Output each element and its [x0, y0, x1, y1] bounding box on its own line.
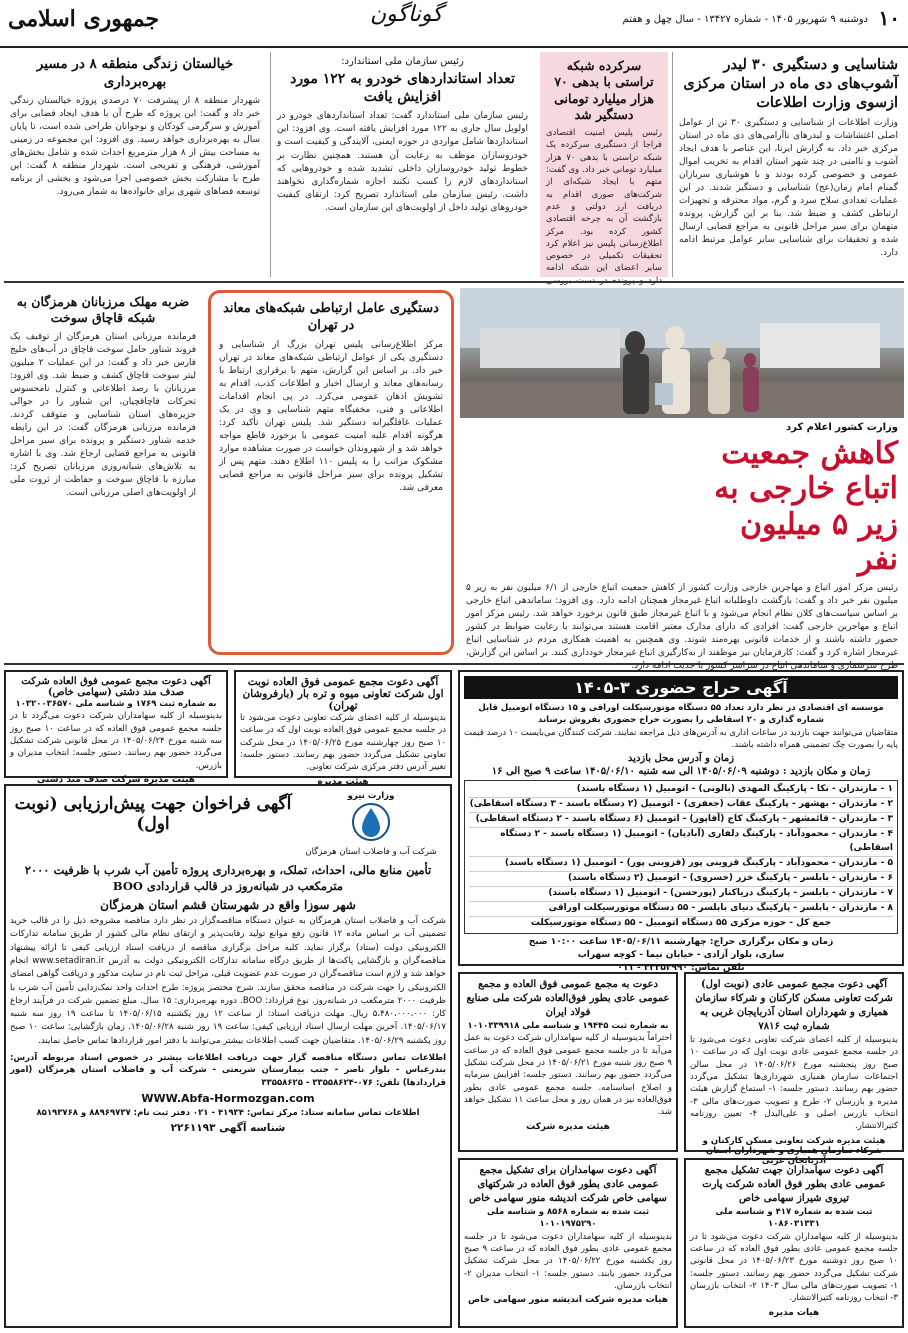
ad-fruit-coop — [234, 670, 452, 787]
article-title: دستگیری عامل ارتباطی شبکه‌های معاند در تهران — [223, 301, 439, 333]
article-title: تعداد استانداردهای خودرو به ۱۲۲ مورد افزایش یافت — [290, 71, 515, 106]
ad-auction-time: زمان و مکان برگزاری حراج: چهارشنبه ۱۴۰۵/۰۶/۱۱ ساعت ۱۰:۰۰ صبح — [528, 936, 834, 947]
article-title: شناسایی و دستگیری ۳۰ لیدر آشوب‌های دی ماه در استان مرکزی ازسوی وزارت اطلاعات — [683, 56, 898, 111]
ad-title: آگهی دعوت سهامداران برای تشکیل مجمع عمومی عادی بطور فوق العاده در شرکتهای سهامی خاص شرکت اندیشه منور سهامی خاص — [469, 1165, 667, 1204]
article-car-standards — [270, 52, 534, 277]
article-trust-network — [540, 52, 668, 286]
ad-signature: هیئت مدیره شرکت — [526, 1121, 610, 1132]
ad-registration: ثبت شده به شماره ۴۱۷ و شناسه ملی ۱۰۸۶۰۳۱۳۳۱ — [715, 1207, 873, 1230]
ad-body: بدینوسیله از کلیه اعضای شرکت تعاونی دعوت می‌شود تا در جلسه مجمع عمومی فوق العاده نوبت اول که در ساعت ۱۰ صبح روز چهارشنبه مورخ ۱۴۰۵/۰۶/۲۵ در محل شرکت تعاونی تشکیل می‌گردد حضور بهم رسانند. دستور جلسه: تغییر آدرس دفتر مرکزی شرکت تعاونی. — [240, 713, 446, 773]
article-title: کاهش جمعیت اتباع خارجی به زیر ۵ میلیون نفر — [714, 436, 898, 578]
article-body: رئیس پلیس امنیت اقتصادی فراجا از دستگیری سرکرده یک شبکه تراستی با بدهی ۷۰ هزار میلیارد تومانی خبر داد. وی گفت: متهم با ایجاد شبکه‌ای از شرکت‌های صوری اقدام به دریافت ارز دولتی و عدم بازگشت آن به چرخه اقتصادی کشور کرده بود. مرکز اطلاع‌رسانی پلیس نیز اعلام کرد تحقیقات تکمیلی در خصوص سایر اعضای این شبکه ادامه دارد و پرونده در دست بررسی — [546, 128, 662, 286]
article-fuel-smuggling — [4, 288, 202, 658]
refugees-photo — [460, 288, 904, 418]
ad-registration: به شماره ثبت ۱۷۶۹ و شناسه ملی ۱۰۳۲۰۰۳۶۵۷۰ — [15, 699, 217, 709]
ad-location-list — [464, 780, 898, 933]
ad-visit-time: زمان و مکان بازدید : دوشنبه ۱۴۰۵/۰۶/۰۹ الی سه شنبه ۱۴۰۵/۰۶/۱۰ ساعت ۹ صبح الی ۱۶ — [491, 766, 871, 778]
list-total: جمع کل - حوزه مرکزی ۵۵ دستگاه اتومبیل - ۵۵ دستگاه موتورسیکلت — [530, 917, 832, 928]
article-foreign-nationals — [460, 288, 904, 671]
ad-andishe-monavar — [458, 1158, 678, 1328]
ad-org-logo-block — [296, 790, 446, 859]
list-item: ۳ - مازندران - قائمشهر - پارکینگ کاج (آقاپور) - اتومبیل (۶ دستگاه باسند - ۲ دستگاه اسقاطی) — [469, 813, 893, 828]
article-kicker: رئیس سازمان ملی استاندارد: — [341, 56, 464, 67]
ad-signature: هیات مدیره — [768, 1307, 820, 1318]
ad-housing-coop — [684, 972, 904, 1166]
ad-auction-address: ساری، بلوار آزادی - خیابان نیما - کوچه سهراب — [577, 949, 785, 960]
ad-website: WWW.Abfa-Hormozgan.com — [141, 1092, 315, 1106]
article-arrests-markazi — [672, 52, 904, 277]
ad-part-tirovi — [684, 1158, 904, 1328]
ad-title: آگهی دعوت مجمع عمومی فوق العاده نوبت اول شرکت تعاونی میوه و تره بار (بارفروشان تهران) — [242, 676, 444, 712]
list-item: ۶ - مازندران - بابلسر - پارکینگ خزر (خسروی) - اتومبیل (۲ دستگاه باسند) — [469, 872, 893, 887]
list-item: ۸ - مازندران - بابلسر - پارکینگ دنیای بابلسر - ۵۵ دستگاه موتورسیکلت اوراقی — [469, 902, 893, 917]
ad-title: آگهی حراج حضوری ۳-۱۴۰۵ — [464, 676, 898, 699]
article-body: رئیس سازمان ملی استاندارد گفت: تعداد استانداردهای خودرو در اولویل سال جاری به ۱۲۲ مورد افزایش یافته است. وی افزود: این استانداردها شامل مواردی در حوزه ایمنی، آلایندگی و کیفیت است و خودروسازان موظف به رعایت آن هستند. همچنین نظارت بر خطوط تولید خودروسازان داخلی تشدید شده و خودروهایی که استانداردهای لازم را کسب نکنند اجازه شماره‌گذاری نخواهند داشت. رئیس سازمان ملی استاندارد تصریح کرد: ارتقای کیفیت خودروهای تولید داخل از اولویت‌های این سازمان است. — [277, 111, 528, 213]
article-title: ضربه مهلک مرزبانان هرمزگان به شبکه قاچاق سوخت — [16, 294, 190, 326]
article-body: شهردار منطقه ۸ از پیشرفت ۷۰ درصدی پروژه خیالستان زندگی خبر داد و گفت: این پروژه که طرح آن با هدف ایجاد فضایی برای آموزش و سرگرمی کودکان و نوجوانان طراحی شده است، تا پایان سال به بهره‌برداری خواهد رسید. وی افزود: این مجموعه در زمینی به مساحت بیش از ۸ هزار مترمربع احداث شده و شامل بخش‌های آموزشی، فرهنگی و تفریحی است. شهردار منطقه ۸ گفت: این طرح با مشارکت بخش خصوصی اجرا می‌شود و بخشی از برنامه توسعه فضاهای شهری برای خانواده‌ها به شمار می‌رود. — [10, 96, 261, 198]
ad-auction — [458, 670, 904, 973]
ad-body: بدینوسیله از کلیه سهامداران شرکت دعوت می‌شود تا در جلسه مجمع عمومی عادی بطور فوق العاده که در ساعت ۱۰ صبح روز دوشنبه مورخ ۱۴۰۵/۰۶/۲۳ در محل قانونی شرکت تشکیل می‌گردد حضور بهم رسانند. دستور جلسه: ۱- تصویب صورت‌های مالی سال ۱۴۰۳ ۲- انتخاب بازرسان ۳- انتخاب روزنامه کثیرالانتشار. — [690, 1231, 898, 1304]
org-name: شرکت آب و فاضلاب استان هرمزگان — [305, 847, 437, 858]
article-title: سرکرده شبکه تراستی با بدهی ۷۰ هزار میلیارد تومانی دستگیر شد — [554, 58, 654, 122]
ad-body: شرکت آب و فاضلاب استان هرمزگان به عنوان دستگاه مناقصه‌گزار در نظر دارد مناقصه مشروحه ذیل را در قالب خرید تضمینی آب بر اساس ماده ۱۲ قانون رفع موانع تولید رقابت‌پذیر و ارتقای نظام مالی کشور از طریق سامانه تدارکات الکترونیکی دولت (ستاد) برگزار نماید. کلیه مراحل برگزاری مناقصه از دریافت اسناد ارزیابی کیفی تا ارائه پیشنهاد مناقصه‌گران و بازگشایی پاکت‌ها از طریق درگاه سامانه تدارکات الکترونیکی دولت به آدرس www.setadiran.ir انجام خواهد شد و لازم است مناقصه‌گران در صورت عدم عضویت قبلی، مراحل ثبت نام در سایت مذکور و دریافت گواهی امضای الکترونیکی را جهت شرکت در مناقصه محقق سازند. شرح مختصر پروژه: طرح احداث واحد نمک‌زدایی تأمین آب شرب با ظرفیت ۲۰۰۰ مترمکعب در شبانه‌روز. نوع قرارداد: BOO. دوره بهره‌برداری: ۱۵ سال. مبلغ تضمین شرکت در فرآیند ارجاع کار: ۵،۴۸۰،۰۰۰،۰۰۰ ریال. مهلت دریافت اسناد: از ساعت ۱۲ روز یکشنبه ۱۴۰۵/۰۶/۱۵ تا ساعت ۱۹ روز سه شنبه ۱۴۰۵/۰۶/۱۷. آخرین مهلت ارسال اسناد ارزیابی کیفی: ساعت ۱۹ روز شنبه ۱۴۰۵/۰۶/۲۸. زمان بازگشایی: ساعت ۱۰ صبح روز یکشنبه ۱۴۰۵/۰۶/۲۹. متقاضیان جهت کسب اطلاعات بیشتر می‌توانند با دفتر امور قراردادها تماس حاصل نمایند. — [10, 915, 447, 1046]
list-item: ۷ - مازندران - بابلسر - پارکینگ دریاکنار (پورحسن) - اتومبیل (۱ دستگاه باسند) — [469, 887, 893, 902]
section-title: گوناگون — [370, 2, 443, 27]
ad-contact: اطلاعات تماس دستگاه مناقصه گزار جهت دریافت اطلاعات بیشتر در خصوص اسناد مربوطه آدرس: بندرعباس - بلوار ناصر - جنب بیمارستان شریعتی - شرکت آب و فاضلاب استان هرمزگان (امور قراردادها) تلفن: ۰۷۶-۳۳۵۵۸۶۲۴ - ۳۳۵۵۸۶۲۵ — [10, 1053, 446, 1088]
page-number: ۱۰ — [878, 6, 900, 30]
ad-code: شناسه آگهی ۲۲۶۱۱۹۳ — [170, 1122, 286, 1135]
ad-tender-hormozgan — [4, 784, 452, 1328]
newspaper-logo: جمهوری اسلامی — [8, 6, 160, 32]
page-header — [0, 0, 908, 48]
water-company-logo-icon — [348, 802, 394, 842]
ad-body: بدینوسیله از کلیه سهامداران دعوت می‌شود تا در جلسه مجمع عمومی عادی بطور فوق العاده که در ساعت ۹ صبح روز یکشنبه مورخ ۱۴۰۵/۰۶/۲۲ در محل شرکت تشکیل می‌گردد حضور یابند. دستور جلسه: ۱- انتخاب مدیران ۲- انتخاب بازرسان. — [464, 1231, 672, 1291]
divider — [4, 281, 904, 283]
ad-footer: اطلاعات تماس سامانه ستاد: مرکز تماس: ۴۱۹۳۴ - ۰۲۱ دفتر ثبت نام: ۸۸۹۶۹۷۳۷ و ۸۵۱۹۳۷۶۸ — [36, 1108, 420, 1119]
ad-intro: موسسه ای اقتصادی در نظر دارد تعداد ۵۵ دستگاه موتورسیکلت اوراقی و ۱۵ دستگاه اتومبیل قابل شماره گذاری و ۲۰ اسقاطی را بصورت حراج حضوری بفروش برساند — [478, 703, 884, 726]
ad-body: بدینوسیله از کلیه سهامداران شرکت دعوت می‌گردد تا در جلسه مجمع عمومی فوق العاده که در ساعت ۱۰ صبح روز سه شنبه مورخ ۱۴۰۵/۰۶/۲۴ در محل قانونی شرکت تشکیل می‌گردد حضور بهم رسانند. دستور جلسه: انتخاب مدیران و بازرس. — [10, 711, 222, 771]
article-body: وزارت اطلاعات از شناسایی و دستگیری ۳۰ تن از عوامل اصلی اغتشاشات و لیدرهای ناآرامی‌های دی ماه در استان مرکزی خبر داد. به گزارش ایرنا، این عناصر با هدف ایجاد آشوب و ناامنی در چند شهر استان اقدام به تخریب اموال عمومی و خصوصی کرده بودند و با هوشیاری سربازان گمنام امام زمان(عج) شناسایی و دستگیر شدند. در این عملیات تعدادی سلاح سرد و گرم، مواد محترقه و تجهیزات ارتباطی کشف و ضبط شد. بنا بر این گزارش، پرونده متهمان برای سیر مراحل قانونی به مراجع قضایی ارسال شده و تحقیقات برای شناسایی سایر عوامل مرتبط ادامه دارد. — [679, 117, 898, 258]
ad-phone: تلفن تماس: ۳۳۳۵۲۹۹۰ - ۰۱۱ — [617, 962, 745, 973]
ad-subtitle: تأمین منابع مالی، احداث، تملک، و بهره‌برداری پروژه تأمین آب شرب با ظرفیت ۲۰۰۰ مترمکعب در شبانه‌روز در قالب قراردادی BOO — [24, 862, 432, 894]
ad-sadaf-mand — [4, 670, 228, 785]
ad-signature: هیئت مدیره شرکت صدف مند دشتی — [36, 774, 196, 785]
list-item: ۱ - مازندران - نکا - پارکینگ المهدی (بالونی) - اتومبیل (۱ دستگاه باسند) — [469, 783, 893, 798]
list-item: ۴ - مازندران - محمودآباد - پارکینگ دلفاری (آبادیان) - اتومبیل (۱ دستگاه باسند - ۲ دستگاه اسقاطی) — [469, 828, 893, 857]
ministry-name: وزارت نیرو — [347, 791, 395, 801]
ad-title: آگهی دعوت مجمع عمومی فوق العاده شرکت صدف مند دشتی (سهامی خاص) — [21, 676, 211, 698]
ad-title: دعوت به مجمع عمومی فوق العاده و مجمع عمومی عادی بطور فوق‌العاده شرکت ملی صنایع فولاد ایران — [466, 979, 670, 1018]
ad-registration: ثبت شده به شماره ۸۵۶۸ و شناسه ملی ۱۰۱۰۱۹۷۵۲۹۰ — [486, 1207, 650, 1230]
issue-date-line: دوشنبه ۹ شهریور ۱۴۰۵ - شماره ۱۳۴۲۷ - سال چهل و هفتم — [622, 14, 868, 25]
divider — [4, 663, 904, 665]
refugees-photo-illustration — [460, 288, 904, 418]
ad-body: احتراماً بدینوسیله از کلیه سهامداران شرکت دعوت به عمل می‌آید تا در جلسه مجمع عمومی فوق العاده که در ساعت ۹ صبح روز شنبه مورخ ۱۴۰۵/۰۶/۲۱ در محل شرکت تشکیل می‌گردد حضور بهم رسانند. دستور جلسه: افزایش سرمایه و اصلاح اساسنامه. جلسه مجمع عمومی عادی بطور فوق‌العاده نیز در همان روز و محل ساعت ۱۱ تشکیل خواهد شد. — [464, 1033, 672, 1118]
ad-signature: هیئت مدیره شرکت تعاونی مسکن کارکنان و شرکاء سازمان همیاری و شهرداران استان آذربایجان غربی — [702, 1135, 886, 1166]
ad-signature: هیات مدیره شرکت اندیشه منور سهامی خاص — [468, 1295, 668, 1306]
article-body: رئیس مرکز امور اتباع و مهاجرین خارجی وزارت کشور از کاهش جمعیت اتباع خارجی از ۶/۱ میلیون نفر به زیر ۵ میلیون نفر خبر داد و گفت: بازگشت داوطلبانه اتباع غیرمجاز همچنان ادامه دارد. وی افزود: ساماندهی اتباع خارجی بر اساس سیاست‌های کلان نظام انجام می‌شود و با اتباع غیرمجاز طبق قانون برخورد خواهد شد. رئیس مرکز امور اتباع و مهاجرین خارجی گفت: افرادی که دارای مدارک معتبر اقامت هستند می‌توانند با رعایت ضوابط در کشور حضور داشته باشند و از خدمات قانونی بهره‌مند شوند. وی همچنین به اهمیت همکاری مردم در شناسایی اتباع غیرمجاز اشاره کرد و گفت: کارفرمایان نیز موظفند از به‌کارگیری اتباع غیرمجاز خودداری کنند. بر اساس این گزارش، طرح سرشماری و ساماندهی اتباع در سراسر کشور با جدیت ادامه دارد. — [466, 582, 899, 671]
article-kheyalestan — [4, 52, 266, 277]
ad-steel-company — [458, 972, 678, 1152]
article-title: خیالستان زندگی منطقه ۸ در مسیر بهره‌برداری — [36, 56, 234, 90]
list-item: ۲ - مازندران - بهشهر - پارکینگ عقاب (جعفری) - اتومبیل (۲ دستگاه باسند - ۳ دستگاه اسقاطی) — [469, 798, 893, 813]
ad-terms: متقاضیان می‌توانند جهت بازدید در ساعات اداری به آدرس‌های ذیل مراجعه نمایند. شرکت کنندگان می‌بایست ۱۰ درصد قیمت پایه را بصورت چک تضمینی همراه داشته باشند. — [464, 727, 898, 750]
ad-registration: به شماره ثبت ۱۹۴۴۵ و شناسه ملی ۱۰۱۰۳۳۹۹۱۸ — [467, 1021, 669, 1031]
article-body: مرکز اطلاع‌رسانی پلیس تهران بزرگ از شناسایی و دستگیری یکی از عوامل ارتباطی شبکه‌های معاند در تهران خبر داد. بر اساس این گزارش، متهم با برقراری ارتباط با رسانه‌های معاند و ارسال اخبار و اطلاعات کذب، اقدام به تشویش اذهان عمومی می‌کرد. در پی انجام اقدامات اطلاعاتی و فنی، مخفیگاه متهم شناسایی و وی در یک عملیات غافلگیرانه دستگیر شد. پلیس تهران تأکید کرد: هرگونه اقدام علیه امنیت عمومی با برخورد قاطع مواجه خواهد شد و از شهروندان خواست در صورت مشاهده موارد مشکوک مراتب را به پلیس ۱۱۰ اطلاع دهند. متهم پس از تشکیل پرونده برای سیر مراحل قانونی به مراجع قضایی معرفی شد. — [219, 339, 443, 494]
article-hostile-networks — [208, 290, 454, 655]
ad-body: بدینوسیله از کلیه اعضای شرکت تعاونی دعوت می‌شود تا در جلسه مجمع عمومی عادی نوبت اول که در ساعت ۱۰ صبح روز پنجشنبه مورخ ۱۴۰۵/۰۶/۲۶ در محل سالن اجتماعات سازمان همیاری شهرداری‌ها تشکیل می‌گردد حضور بهم رسانند. دستور جلسه: ۱- استماع گزارش هیئت مدیره و بازرسان ۲- طرح و تصویب صورت‌های مالی ۳- انتخاب بازرس اصلی و علی‌البدل ۴- تعیین روزنامه کثیرالانتشار. — [690, 1035, 898, 1132]
ad-subtitle-location: شهر سوزا واقع در شهرستان قشم استان هرمزگان — [100, 897, 356, 912]
list-item: ۵ - مازندران - محمودآباد - پارکینگ قزوینی پور (قزوینی پور) - اتومبیل (۱ دستگاه باسند) — [469, 857, 893, 872]
article-body: فرمانده مرزبانی استان هرمزگان از توقیف یک فروند شناور حامل سوخت قاچاق در آب‌های خلیج فارس خبر داد و گفت: در این عملیات ۲ میلیون لیتر سوخت قاچاق کشف و ضبط شد. وی افزود: مرزبانان با رصد اطلاعاتی و کنترل نامحسوس تحرکات قاچاقچیان، این شناور را در حوالی جزیره‌های استان شناسایی و متوقف کردند. فرمانده مرزبانی هرمزگان گفت: در این رابطه خدمه شناور دستگیر و پرونده برای سیر مراحل قانونی به مراجع قضایی ارجاع شد. وی با اشاره به تلاش‌های شبانه‌روزی مرزبانان تصریح کرد: مبارزه با قاچاق سوخت و حفاظت از ثروت ملی از اولویت‌های اصلی مرزبانی است. — [10, 331, 196, 499]
ad-title: آگهی دعوت سهامداران جهت تشکیل مجمع عمومی عادی بطور فوق العاده شرکت پارت تیروی شیراز سهامی خاص — [702, 1165, 886, 1204]
ad-title: آگهی دعوت مجمع عمومی عادی (نوبت اول) شرکت تعاونی مسکن کارکنان و شرکاء سازمان همیاری و شهرداران استان آذربایجان غربی به شماره ثبت ۷۸۱۶ — [695, 979, 893, 1032]
ad-subhead: زمان و آدرس محل بازدید — [627, 753, 735, 765]
article-kicker: وزارت کشور اعلام کرد — [785, 422, 898, 433]
ad-signature: هیئت مدیره — [317, 776, 369, 787]
ad-title: آگهی فراخوان جهت پیش‌ارزیابی (نوبت اول) — [14, 794, 292, 834]
